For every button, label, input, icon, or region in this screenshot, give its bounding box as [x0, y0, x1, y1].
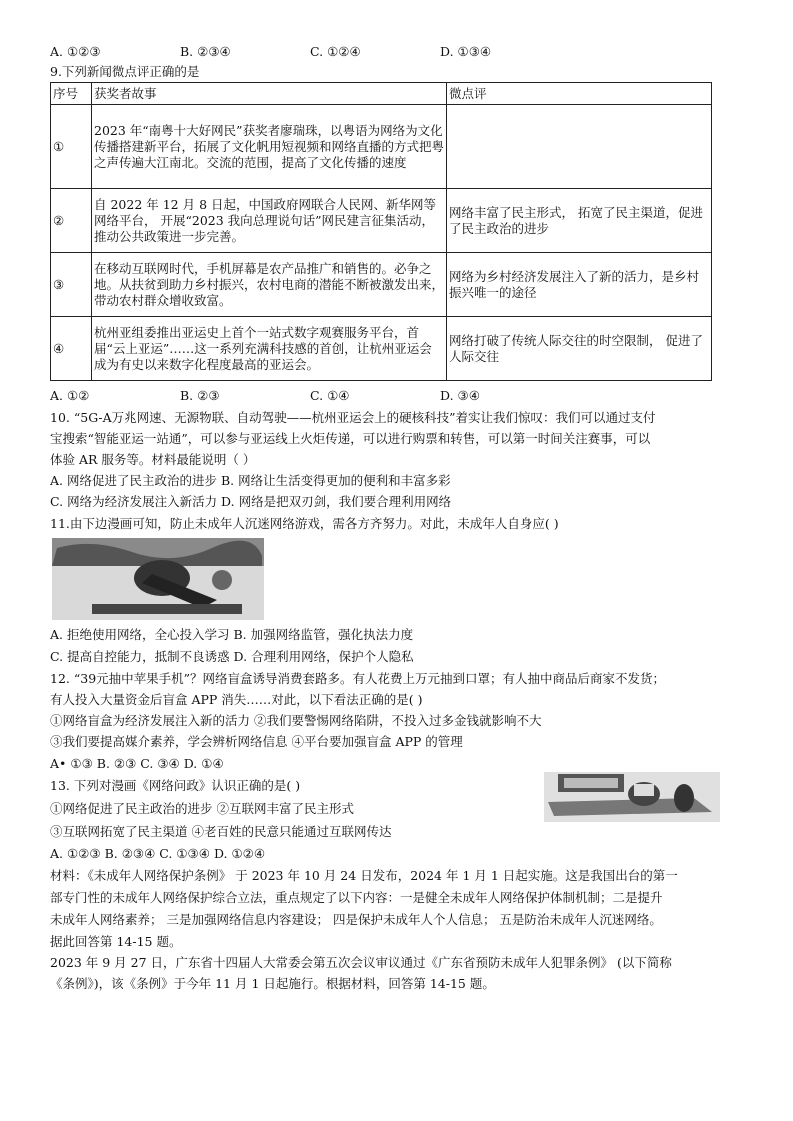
material-line: 部专门性的未成年人网络保护综合立法，重点规定了以下内容：一是健全未成年人网络保护体制机制；二是提升 [50, 890, 663, 905]
q11-options-cd: C. 提高自控能力，抵制不良诱惑 D. 合理利用网络，保护个人隐私 [50, 649, 414, 664]
q11-cartoon-drawing [52, 538, 264, 620]
q9-option-b: B. ②③ [180, 388, 220, 403]
row-no: ① [51, 105, 92, 189]
q13-statements-1-2: ①网络促进了民主政治的进步 ②互联网丰富了民主形式 [50, 801, 354, 816]
q12-options: A• ①③ B. ②③ C. ③④ D. ①④ [50, 756, 224, 771]
q11-options-ab: A. 拒绝使用网络，全心投入学习 B. 加强网络监管，强化执法力度 [50, 627, 414, 642]
q13-options: A. ①②③ B. ②③④ C. ①③④ D. ①②④ [50, 846, 266, 861]
material-line: 据此回答第 14-15 题。 [50, 934, 182, 949]
material-line: 《条例》)，该《条例》于今年 11 月 1 日起施行。根据材料，回答第 14-15 题。 [50, 976, 495, 991]
q10-options-ab: A. 网络促进了民主政治的进步 B. 网络让生活变得更加的便利和丰富多彩 [50, 473, 451, 488]
q9-option-d: D. ③④ [440, 388, 480, 403]
q13-cartoon-drawing [544, 772, 720, 822]
q8-option-b: B. ②③④ [180, 44, 231, 59]
table-row [51, 189, 712, 253]
header-comment: 微点评 [447, 83, 712, 105]
row-comment: 网络打破了传统人际交往的时空限制， 促进了人际交往 [447, 317, 712, 381]
q11-cartoon-image [52, 538, 264, 620]
table-header-row [51, 83, 712, 105]
q10-line: 体验 AR 服务等。材料最能说明（ ） [50, 452, 256, 467]
q9-news-table [50, 82, 712, 381]
q12-statements-3-4: ③我们要提高媒介素养，学会辨析网络信息 ④平台要加强盲盒 APP 的管理 [50, 734, 463, 749]
q11-stem: 11.由下边漫画可知，防止未成年人沉迷网络游戏，需各方齐努力。对此，未成年人自身应( ) [50, 516, 559, 531]
q12-statements-1-2: ①网络盲盒为经济发展注入新的活力 ②我们要警惕网络陷阱，不投入过多金钱就影响不大 [50, 713, 542, 728]
row-story: 自 2022 年 12 月 8 日起，中国政府网联合人民网、新华网等网络平台， 开展“2023 我向总理说句话”网民建言征集活动， 推动公共政策进一步完善。 [92, 189, 447, 253]
row-no: ② [51, 189, 92, 253]
material-line: 未成年人网络素养； 三是加强网络信息内容建设； 四是保护未成年人个人信息； 五是防治未成年人沉迷网络。 [50, 912, 662, 927]
q8-option-a: A. ①②③ [50, 44, 101, 59]
q12-line: 12. “39元抽中苹果手机”？网络盲盒诱导消费套路多。有人花费上万元抽到口罩；有人抽中商品后商家不发货； [50, 671, 666, 686]
material-line: 2023 年 9 月 27 日，广东省十四届人大常委会第五次会议审议通过《广东省预防未成年人犯罪条例》 (以下简称 [50, 955, 672, 970]
header-story: 获奖者故事 [92, 83, 447, 105]
row-no: ④ [51, 317, 92, 381]
q10-line: 10. “5G-A万兆网速、无源物联、自动驾驶——杭州亚运会上的硬核科技”着实让我们惊叹：我们可以通过支付 [50, 410, 656, 425]
header-no: 序号 [51, 83, 92, 105]
material-line: 材料：《未成年人网络保护条例》 于 2023 年 10 月 24 日发布，2024 年 1 月 1 日起实施。这是我国出台的第一 [50, 868, 678, 883]
q13-stem: 13. 下列对漫画《网络问政》认识正确的是( ) [50, 778, 301, 793]
row-story: 在移动互联网时代，手机屏幕是农产品推广和销售的。必争之地。从扶贫到助力乡村振兴，农村电商的潜能不断被激发出来， 带动农村群众增收致富。 [92, 253, 447, 317]
q8-option-c: C. ①②④ [310, 44, 361, 59]
q9-options [50, 388, 570, 404]
row-no: ③ [51, 253, 92, 317]
q8-option-d: D. ①③④ [440, 44, 492, 59]
q9-option-c: C. ①④ [310, 388, 350, 403]
q13-statements-3-4: ③互联网拓宽了民主渠道 ④老百姓的民意只能通过互联网传达 [50, 824, 392, 839]
table-row [51, 253, 712, 317]
q9-option-a: A. ①② [50, 388, 90, 403]
row-comment: 网络为乡村经济发展注入了新的活力，是乡村振兴唯一的途径 [447, 253, 712, 317]
q10-line: 宝搜索“智能亚运一站通”，可以参与亚运线上火炬传递，可以进行购票和转售，可以第一时间关注赛事，可以 [50, 431, 651, 446]
q12-line: 有人投入大量资金后盲盒 APP 消失……对此，以下看法正确的是( ) [50, 692, 423, 707]
q8-options [50, 44, 570, 60]
table-row [51, 317, 712, 381]
q10-options-cd: C. 网络为经济发展注入新活力 D. 网络是把双刃剑，我们要合理利用网络 [50, 494, 452, 509]
q13-cartoon-image [544, 772, 720, 822]
q9-stem: 9.下列新闻微点评正确的是 [50, 64, 200, 79]
row-story: 2023 年“南粤十大好网民”获奖者廖瑞珠，以粤语为网络为文化传播搭建新平台，拓展了文化帆用短视频和网络直播的方式把粤之声传遍大江南北。交流的范围，提高了文化传播的速度 [92, 105, 447, 189]
row-comment: 网络丰富了民主形式， 拓宽了民主渠道，促进了民主政治的进步 [447, 189, 712, 253]
row-comment [447, 105, 712, 189]
table-row [51, 105, 712, 189]
row-story: 杭州亚组委推出亚运史上首个一站式数字观赛服务平台，首届“云上亚运”……这一系列充满科技感的首创，让杭州亚运会成为有史以来数字化程度最高的亚运会。 [92, 317, 447, 381]
